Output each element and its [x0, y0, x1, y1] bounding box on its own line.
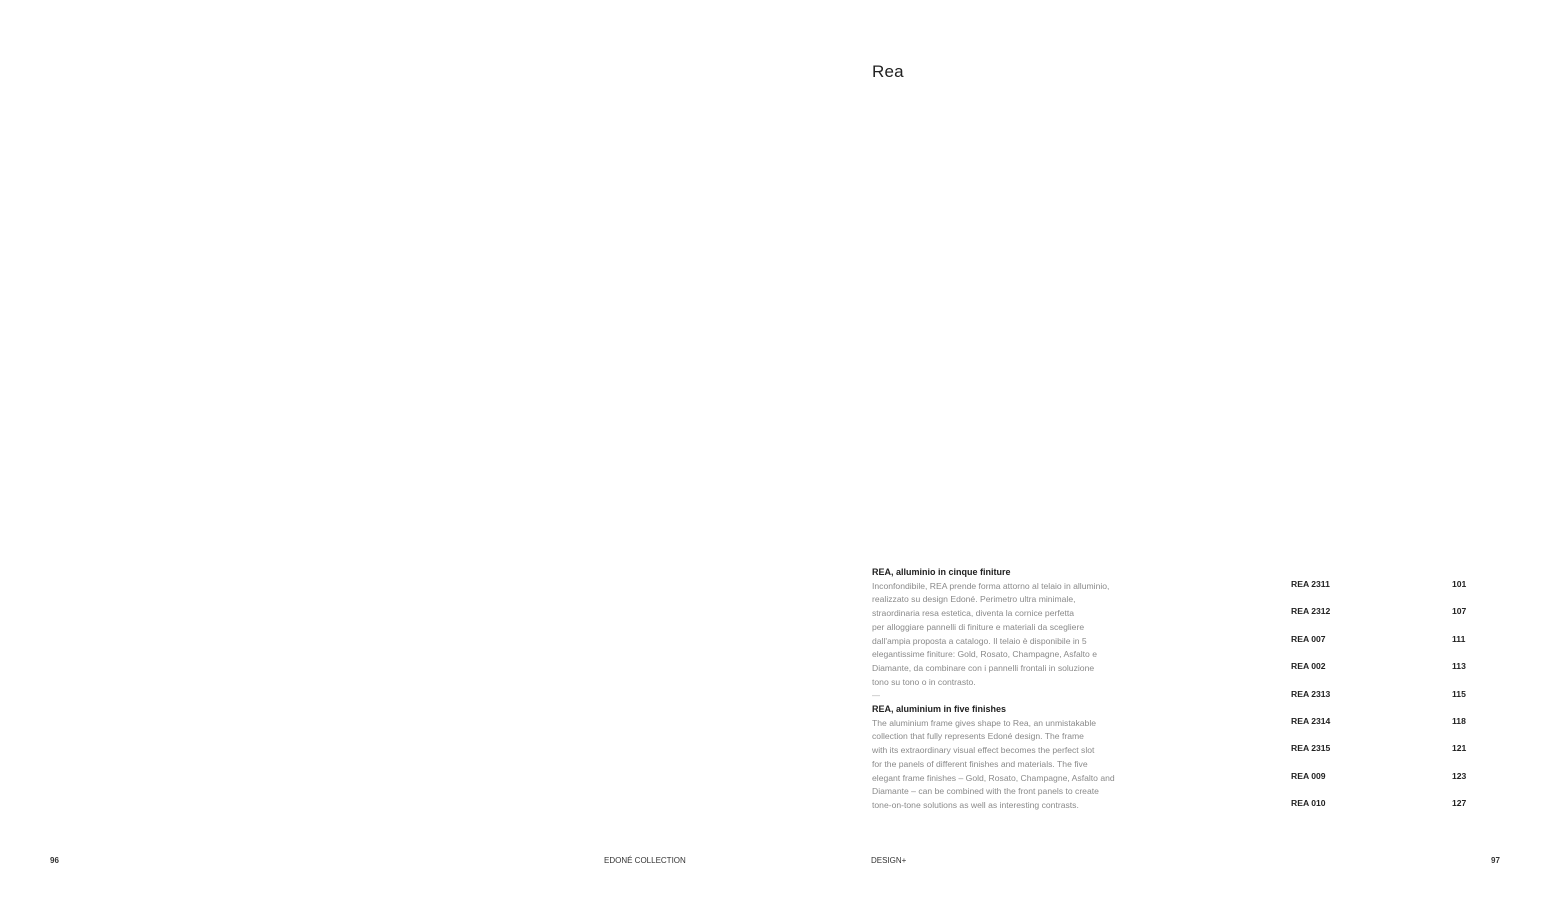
model-code: REA 2311: [1291, 579, 1330, 589]
paragraph-line: with its extraordinary visual effect becomes the perfect slot: [872, 745, 1095, 756]
paragraph-line: tono su tono o in contrasto.: [872, 676, 976, 687]
right-page-number: 97: [1491, 856, 1500, 865]
model-code: REA 2313: [1291, 688, 1331, 699]
paragraph-italian: [872, 580, 1172, 690]
page-reference: 123: [1452, 770, 1467, 781]
paragraph-line: elegantissime finiture: Gold, Rosato, Champagne, Asfalto e: [872, 649, 1097, 660]
page-reference: 101: [1452, 579, 1467, 589]
model-code: REA 002: [1291, 661, 1326, 672]
page-reference: 121: [1452, 743, 1467, 754]
index-row[interactable]: [1291, 661, 1491, 688]
paragraph-line: Inconfondibile, REA prende forma attorno al telaio in alluminio,: [872, 580, 1110, 591]
paragraph-line: dall'ampia proposta a catalogo. Il telaio è disponibile in 5: [872, 635, 1087, 646]
page-title: Rea: [872, 62, 904, 81]
model-code: REA 010: [1291, 798, 1326, 809]
right-footer-label: DESIGN+: [871, 856, 907, 865]
page-reference: 113: [1452, 661, 1466, 672]
model-code: REA 007: [1291, 633, 1326, 644]
model-index: [1291, 579, 1491, 826]
model-code: REA 2315: [1291, 743, 1331, 754]
index-row[interactable]: [1291, 579, 1491, 606]
index-row[interactable]: [1291, 606, 1491, 633]
language-separator: —: [872, 691, 880, 701]
left-page-number: 96: [50, 856, 59, 865]
index-row[interactable]: [1291, 716, 1491, 743]
index-row[interactable]: [1291, 743, 1491, 770]
paragraph-line: The aluminium frame gives shape to Rea, an unmistakable: [872, 717, 1097, 728]
index-row[interactable]: [1291, 771, 1491, 798]
model-code: REA 2314: [1291, 715, 1331, 726]
paragraph-line: straordinaria resa estetica, diventa la cornice perfetta: [872, 608, 1075, 619]
index-row[interactable]: [1291, 634, 1491, 661]
paragraph-line: Diamante – can be combined with the front panels to create: [872, 786, 1099, 797]
paragraph-line: tone-on-tone solutions as well as interesting contrasts.: [872, 799, 1079, 810]
paragraph-line: collection that fully represents Edoné design. The frame: [872, 731, 1084, 742]
index-row[interactable]: [1291, 798, 1491, 825]
left-footer-label: EDONÉ COLLECTION: [604, 856, 686, 865]
model-code: REA 009: [1291, 770, 1326, 781]
index-row[interactable]: [1291, 689, 1491, 716]
paragraph-line: Diamante, da combinare con i pannelli frontali in soluzione: [872, 662, 1095, 673]
page-reference: 107: [1452, 606, 1467, 617]
model-code: REA 2312: [1291, 606, 1331, 617]
page-reference: 127: [1452, 798, 1467, 809]
page-reference: 111: [1452, 633, 1466, 644]
paragraph-line: for the panels of different finishes and materials. The five: [872, 758, 1088, 769]
page-reference: 118: [1452, 715, 1466, 726]
paragraph-line: elegant frame finishes – Gold, Rosato, Champagne, Asfalto and: [872, 772, 1115, 783]
paragraph-line: realizzato su design Edoné. Perimetro ultra minimale,: [872, 594, 1076, 605]
description-block: [872, 566, 1172, 813]
heading-italian: REA, alluminio in cinque finiture: [872, 567, 1011, 577]
heading-english: REA, aluminium in five finishes: [872, 704, 1007, 715]
paragraph-line: per alloggiare pannelli di finiture e materiali da scegliere: [872, 621, 1085, 632]
paragraph-english: [872, 717, 1172, 813]
page-reference: 115: [1452, 688, 1466, 699]
